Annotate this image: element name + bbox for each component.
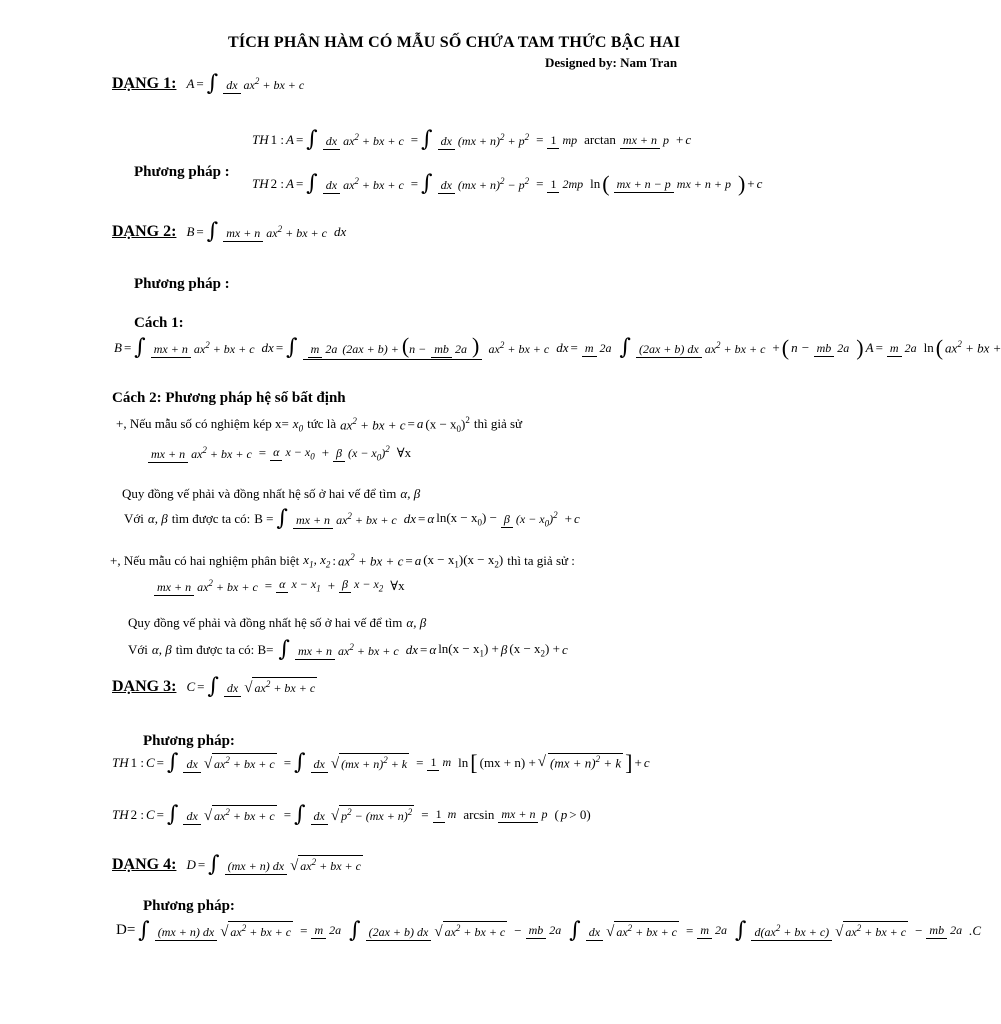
dang2-row	[112, 219, 347, 244]
page-title: TÍCH PHÂN HÀM CÓ MẪU SỐ CHỨA TAM THỨC BẬC HAI	[228, 34, 681, 51]
dang1-row	[112, 71, 309, 96]
author-byline: Designed by: Nam Tran	[545, 55, 678, 70]
quy-dong-text-2: Quy đồng vế phải và đồng nhất hệ số ở hai vế để tìm	[128, 615, 403, 630]
cach1-formula: B = ∫ mx + n $ax^2$ + bx + c dx = ∫ m 2a (2ax + b) + (n − mb 2a ) $ax^2$ + bx + c dx = m 2a ∫ (2ax + b) dx $ax^2$ + bx + c + ( n − mb 2a ) A = m 2a ln ( $ax^2$ + bx +	[114, 333, 1001, 361]
dang3-th2-formula: TH 2 : C = ∫ dx √ $ax^2$ + bx + c = ∫ dx √ $p^2 - (mx + n)^2$ = 1 m arcsin mx + n p ( p > 0)	[112, 801, 591, 827]
dang3-th1-formula: TH 1 : C = ∫ dx √ $ax^2$ + bx + c = ∫ dx √ (mx + n)$^2$ + k = 1 m ln [ (mx + n) + √ (mx + n)$^2$ + k ] + c	[112, 749, 650, 775]
nghiem-kep-row: +, Nếu mẫu số có nghiệm kép x= $x_0$ tức là $ax^2$ + bx + c = a $(x - x_0)^2$ thì giả sử	[116, 415, 523, 434]
phuong-phap-label-4: Phương pháp:	[143, 898, 235, 914]
dang2-label: DẠNG 2:	[112, 223, 177, 240]
phuong-phap-label-1: Phương pháp :	[134, 164, 230, 180]
voi-row-2: Với α, β tìm được ta có: B= ∫ mx + n $ax^2$ + bx + c dx = α $\ln(x - x_1)$ + β $(x - x_2)$ + c	[128, 637, 568, 662]
dang2-formula: B = ∫ mx + n $ax^2$ + bx + c dx	[186, 219, 347, 244]
dang3-label: DẠNG 3:	[112, 677, 177, 695]
voi-text-1: Với	[124, 511, 144, 527]
cach2-label: Cách 2: Phương pháp hệ số bất định	[112, 390, 346, 406]
hai-nghiem-row: +, Nếu mẫu có hai nghiệm phân biệt $x_1$, $x_2$ : $ax^2$ + bx + c = a $(x - x_1)(x - x_2)$ thì ta giả sử :	[110, 552, 575, 570]
quy-dong-row-1: Quy đồng vế phải và đồng nhất hệ số ở hai vế để tìm α, β	[122, 486, 421, 501]
cach1-label: Cách 1:	[134, 315, 184, 331]
phuong-phap-label-2: Phương pháp :	[134, 276, 230, 292]
voi-text-2: Với	[128, 642, 148, 657]
hai-nghiem-text-a: +, Nếu mẫu có hai nghiệm phân biệt	[110, 552, 300, 568]
dang4-row	[112, 851, 368, 877]
nghiem-kep-text-c: thì giả sử	[473, 416, 523, 432]
nghiem-kep-decomposition: mx + n $ax^2$ + bx + c = α $x - x_0$ + β $(x - x_0)^2$ ∀x	[146, 442, 411, 464]
dang1-label: DẠNG 1:	[112, 75, 177, 92]
dang4-label: DẠNG 4:	[112, 855, 177, 873]
th2-formula: TH 2 : A = ∫ dx $ax^2$ + bx + c = ∫ dx $(mx + n)^2 - p^2$ = 1 2mp ln ( mx + n − p mx + n + p ) + c	[252, 171, 763, 196]
phuong-phap-label-3: Phương pháp:	[143, 733, 235, 749]
nghiem-kep-text-a: +, Nếu mẫu số có nghiệm kép x=	[116, 416, 289, 432]
dang4-method-formula: D= ∫ (mx + n) dx √ $ax^2$ + bx + c = m 2a ∫ (2ax + b) dx √ $ax^2$ + bx + c − mb 2a ∫ dx √ $ax^2$ + bx + c = m 2a ∫ $d(ax^2$ + bx + c) √ $ax^2$ + bx + c − mb 2a .C	[116, 917, 982, 943]
tim-duoc-text-2: tìm được ta có: B=	[175, 642, 274, 657]
tim-duoc-text-1: tìm được ta có:	[171, 511, 251, 527]
quy-dong-text-1: Quy đồng vế phải và đồng nhất hệ số ở hai vế để tìm	[122, 486, 397, 501]
voi-row-1: Với α, β tìm được ta có: B = ∫ mx + n $ax^2$ + bx + c dx = α $\ln(x - x_0)$ − β $(x - x_0)^2$ + c	[124, 506, 580, 532]
nghiem-kep-text-b: tức là	[307, 416, 337, 432]
th1-formula: TH 1 : A = ∫ dx $ax^2$ + bx + c = ∫ dx $(mx + n)^2 + p^2$ = 1 mp arctan mx + n p + c	[252, 127, 692, 152]
dang1-formula: A = ∫ dx $ax^2$ + bx + c	[186, 71, 305, 96]
dang4-formula: D = ∫ (mx + n) dx √ $ax^2$ + bx + c	[186, 851, 361, 877]
dang3-formula: C = ∫ dx √ $ax^2$ + bx + c	[186, 673, 316, 699]
hai-nghiem-text-b: thì ta giả sử :	[507, 552, 575, 568]
quy-dong-row-2: Quy đồng vế phải và đồng nhất hệ số ở hai vế để tìm α, β	[128, 615, 427, 630]
dang3-row	[112, 673, 322, 699]
hai-nghiem-decomposition: mx + n $ax^2$ + bx + c = α $x - x_1$ + β $x - x_2$ ∀x	[152, 576, 405, 596]
